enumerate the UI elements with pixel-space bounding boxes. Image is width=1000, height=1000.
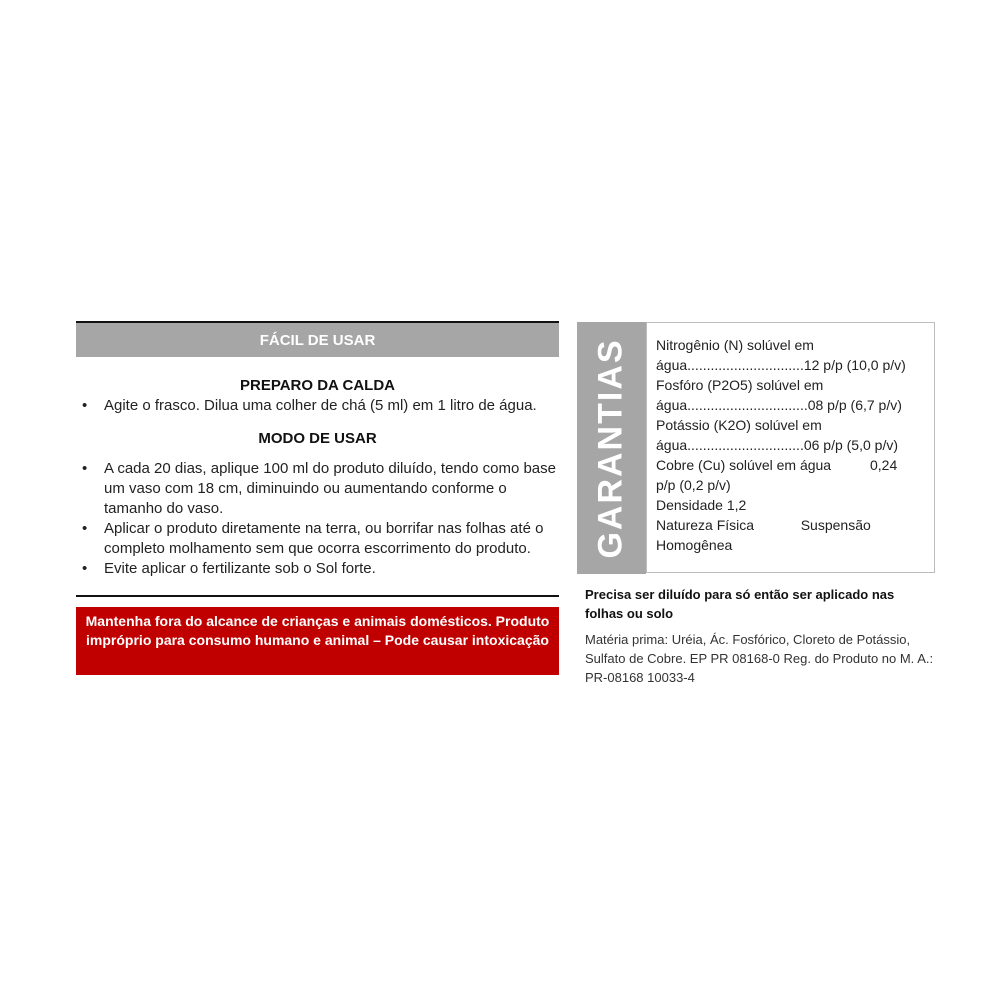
garantia-line: p/p (0,2 p/v) [656, 477, 731, 493]
garantia-line: água...............................08 p/p (6,7 p/v) [656, 397, 902, 413]
list-item: • A cada 20 dias, aplique 100 ml do produto diluído, tendo como base um vaso com 18 cm, diminuindo ou aumentando conforme o tamanho do vaso. [76, 459, 559, 519]
garantia-line: Nitrogênio (N) solúvel em [656, 337, 814, 353]
instructions-panel [76, 321, 559, 675]
garantia-line: Homogênea [656, 537, 733, 553]
materia-prima-text: Matéria prima: Uréia, Ác. Fosfórico, Cloreto de Potássio, Sulfato de Cobre. EP PR 08168-0 Reg. do Produto no M. A.: PR-08168 10033-4 [585, 632, 934, 685]
garantias-label: GARANTIAS [592, 337, 631, 559]
garantia-line: Natureza Física Suspensão [656, 517, 871, 533]
garantia-line: água..............................12 p/p (10,0 p/v) [656, 357, 906, 373]
facil-de-usar-header: FÁCIL DE USAR [76, 323, 559, 357]
garantia-line: água..............................06 p/p (5,0 p/v) [656, 437, 898, 453]
garantia-line: Cobre (Cu) solúvel em água 0,24 [656, 457, 898, 473]
list-item: • Aplicar o produto diretamente na terra, ou borrifar nas folhas até o completo molhamento sem que ocorra escorrimento do produto. [76, 519, 559, 559]
warning-banner: Mantenha fora do alcance de crianças e animais domésticos. Produto impróprio para consumo humano e animal – Pode causar intoxicação [76, 607, 559, 675]
garantia-line: Fosfóro (P2O5) solúvel em [656, 377, 824, 393]
preparo-title: PREPARO DA CALDA [239, 377, 395, 394]
modo-title: MODO DE USAR [258, 430, 377, 447]
list-item: • Agite o frasco. Dilua uma colher de chá (5 ml) em 1 litro de água. [76, 396, 559, 416]
modo-list [76, 459, 559, 579]
garantias-label-block [577, 322, 646, 574]
garantias-box [646, 322, 935, 573]
preparo-list [76, 396, 559, 416]
dilution-note: Precisa ser diluído para só então ser aplicado nas folhas ou solo [585, 587, 895, 621]
garantia-line: Densidade 1,2 [656, 497, 747, 513]
list-item: • Evite aplicar o fertilizante sob o Sol forte. [76, 559, 559, 579]
garantia-line: Potássio (K2O) solúvel em [656, 417, 822, 433]
bottom-divider [76, 595, 559, 597]
